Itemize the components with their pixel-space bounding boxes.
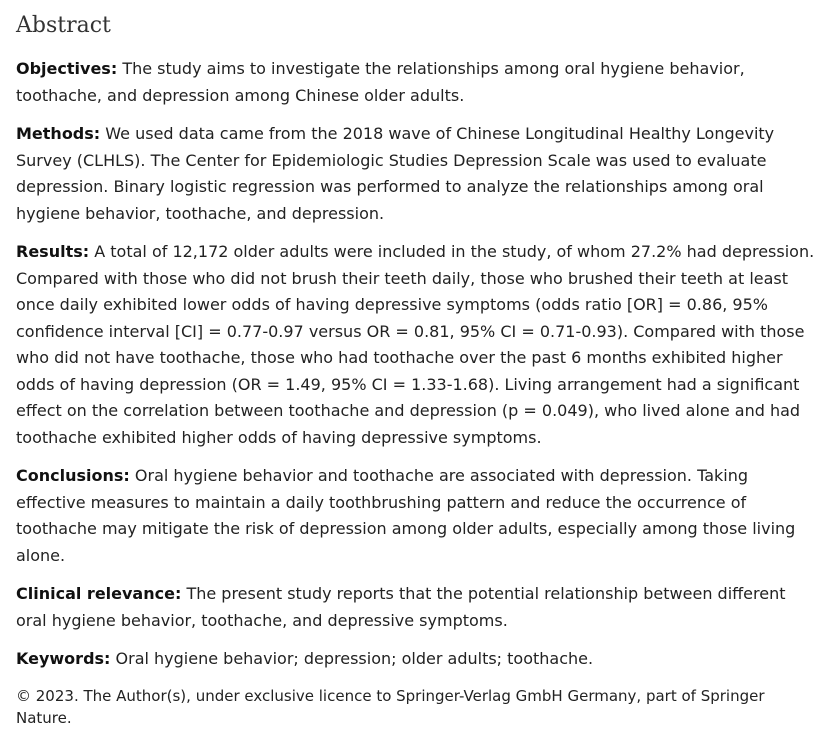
results-section — [16, 239, 816, 451]
abstract-container — [16, 0, 816, 744]
abstract-heading: Abstract — [16, 13, 111, 38]
clinical-relevance-text: The present study reports that the potential relationship between different oral hygiene behavior, toothache, and depressive symptoms. — [16, 584, 786, 630]
objectives-label: Objectives: — [16, 59, 118, 78]
clinical-relevance-label: Clinical relevance: — [16, 584, 182, 603]
objectives-text: The study aims to investigate the relationships among oral hygiene behavior, toothache, and depression among Chinese older adults. — [16, 59, 745, 105]
results-text: A total of 12,172 older adults were included in the study, of whom 27.2% had depression. Compared with those who did not brush their teeth daily, those who brushed their teeth at least once daily exhibited lower odds of having depressive symptoms (odds ratio [OR] = 0.86, 95% confidence interval [CI] = 0.77-0.97 versus OR = 0.81, 95% CI = 0.71-0.93). Compared with those who did not have toothache, those who had toothache over the past 6 months exhibited higher odds of having depression (OR = 1.49, 95% CI = 1.33-1.68). Living arrangement had a significant effect on the correlation between toothache and depression (p = 0.049), who lived alone and had toothache exhibited higher odds of having depressive symptoms. — [16, 242, 815, 447]
conclusions-label: Conclusions: — [16, 466, 130, 485]
objectives-section — [16, 56, 816, 109]
conclusions-section — [16, 463, 816, 569]
methods-label: Methods: — [16, 124, 101, 143]
copyright-notice: © 2023. The Author(s), under exclusive licence to Springer-Verlag GmbH Germany, part of Springer Nature. — [16, 686, 765, 727]
keywords-section — [16, 646, 816, 673]
conclusions-text: Oral hygiene behavior and toothache are associated with depression. Taking effective measures to maintain a daily toothbrushing pattern and reduce the occurrence of toothache may mitigate the risk of depression among older adults, especially among those living alone. — [16, 466, 796, 565]
keywords-text: Oral hygiene behavior; depression; older adults; toothache. — [115, 649, 594, 668]
keywords-label: Keywords: — [16, 649, 111, 668]
methods-section — [16, 121, 816, 227]
clinical-relevance-section — [16, 581, 816, 634]
results-label: Results: — [16, 242, 90, 261]
methods-text: We used data came from the 2018 wave of Chinese Longitudinal Healthy Longevity Survey (CLHLS). The Center for Epidemiologic Studies Depression Scale was used to evaluate depression. Binary logistic regression was performed to analyze the relationships among oral hygiene behavior, toothache, and depression. — [16, 124, 775, 223]
